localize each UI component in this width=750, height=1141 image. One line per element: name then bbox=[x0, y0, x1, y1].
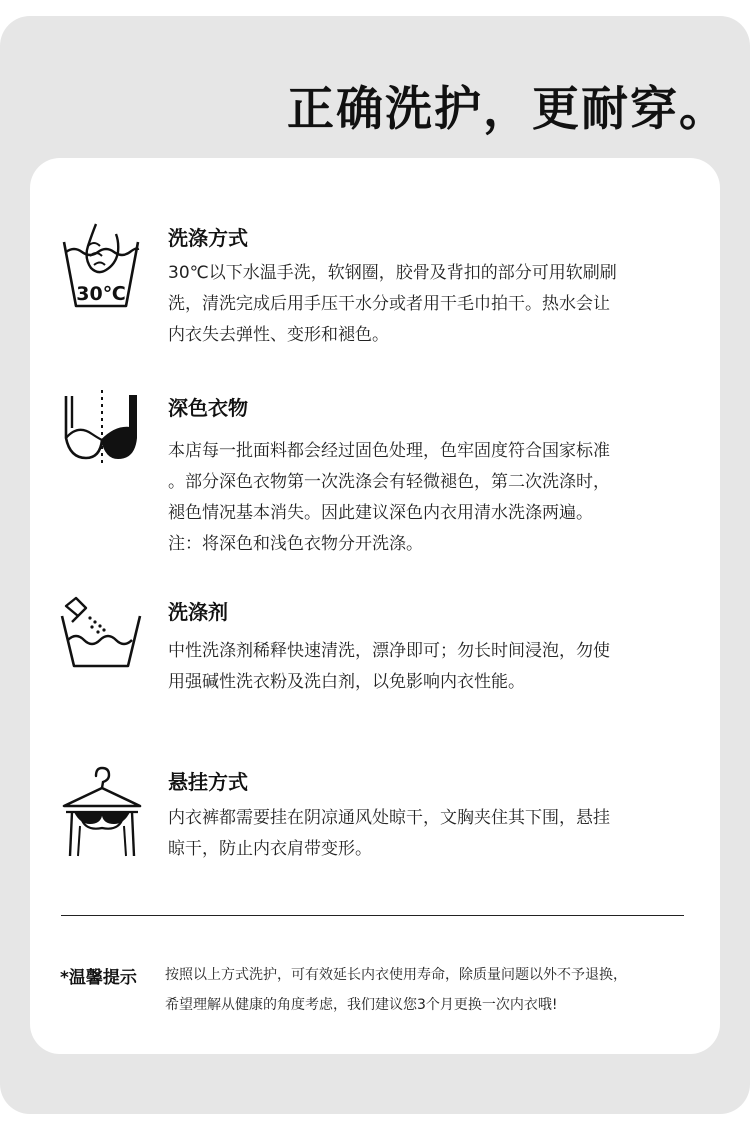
divider-line bbox=[61, 915, 684, 916]
tip-label: *温馨提示 bbox=[60, 968, 137, 988]
section-body-detergent: 中性洗涤剂稀释快速清洗，漂净即可；勿长时间浸泡，勿使 用强碱性洗衣粉及洗白剂，以免影响内衣性能。 bbox=[168, 641, 610, 692]
hand-wash-30c-icon bbox=[58, 220, 144, 314]
section-title-wash-method: 洗涤方式 bbox=[168, 226, 248, 250]
section-title-hanging: 悬挂方式 bbox=[168, 770, 248, 794]
section-body-hanging: 内衣裤都需要挂在阴凉通风处晾干，文胸夹住其下围，悬挂 晾干，防止内衣肩带变形。 bbox=[168, 808, 610, 859]
tip-line-1: 按照以上方式洗护，可有效延长内衣使用寿命，除质量问题以外不予退换， bbox=[165, 967, 627, 983]
page-title: 正确洗护，更耐穿。 bbox=[287, 82, 728, 137]
tip-line-2: 希望理解从健康的角度考虑，我们建议您3个月更换一次内衣哦! bbox=[165, 997, 558, 1013]
section-title-dark-clothes: 深色衣物 bbox=[168, 396, 248, 420]
section-body-dark-clothes: 本店每一批面料都会经过固色处理，色牢固度符合国家标准 。部分深色衣物第一次洗涤会有轻微褪色，第二次洗涤时， 褪色情况基本消失。因此建议深色内衣用清水洗涤两遍。 注：将深色和浅色衣物分开洗涤。 bbox=[168, 441, 610, 554]
detergent-basin-icon bbox=[58, 592, 144, 670]
section-body-wash-method: 30℃以下水温手洗，软钢圈，胶骨及背扣的部分可用软刷刷 洗，清洗完成后用手压干水分或者用干毛巾拍干。热水会让 内衣失去弹性、变形和褪色。 bbox=[168, 263, 617, 345]
svg-text:30℃: 30℃ bbox=[76, 283, 126, 305]
hanger-bra-icon bbox=[60, 766, 144, 860]
section-title-detergent: 洗涤剂 bbox=[168, 600, 228, 624]
bra-color-compare-icon bbox=[58, 388, 144, 466]
